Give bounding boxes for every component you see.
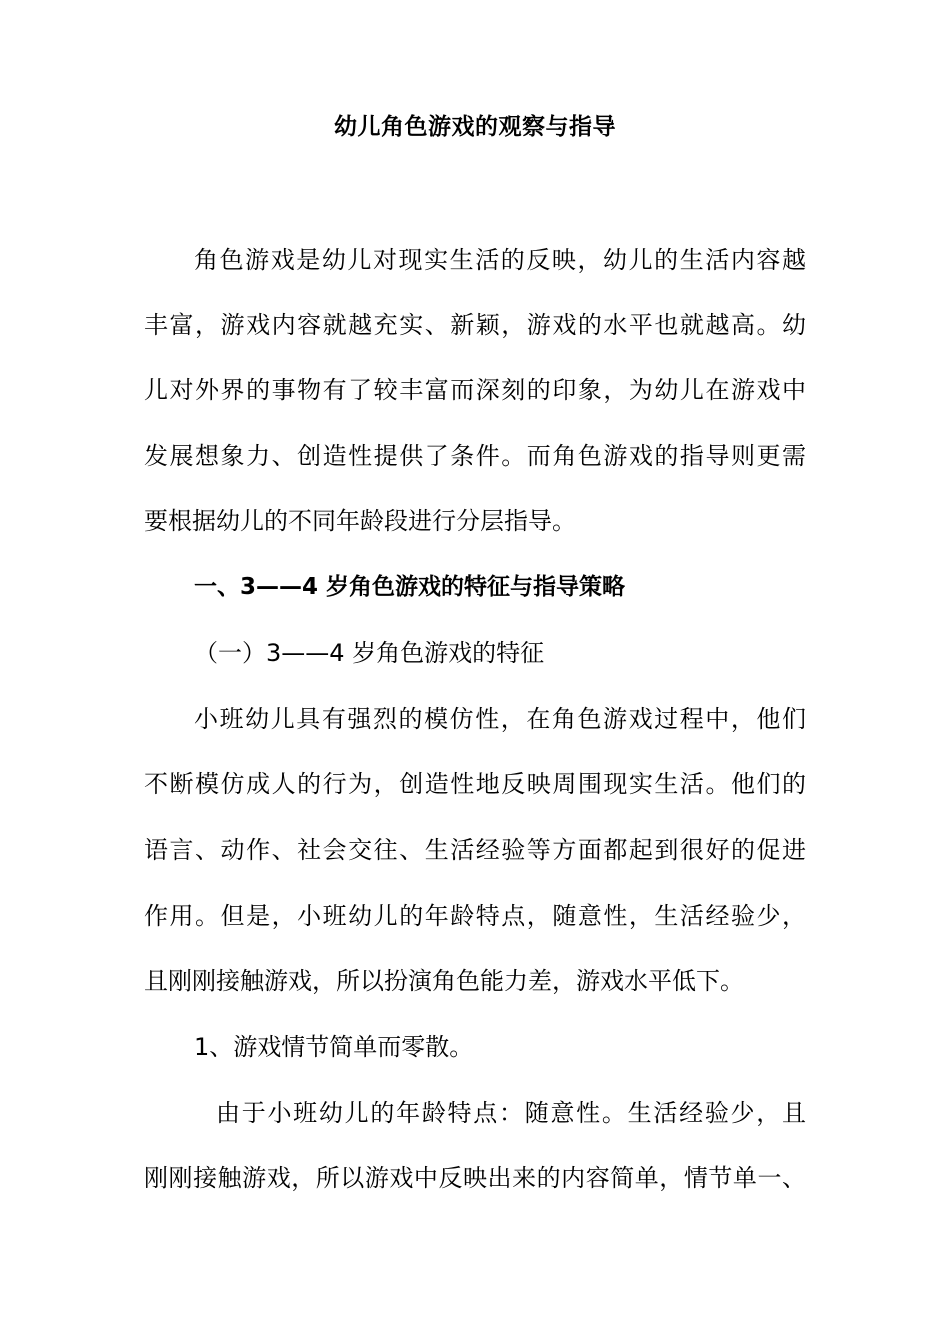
- paragraph-line: 小班幼儿具有强烈的模仿性，在角色游戏过程中，他们: [194, 705, 806, 733]
- paragraph-line: 丰富，游戏内容就越充实、新颖，游戏的水平也就越高。幼: [144, 311, 806, 339]
- paragraph-line: 不断模仿成人的行为，创造性地反映周围现实生活。他们的: [144, 770, 806, 798]
- paragraph-line: 且刚刚接触游戏，所以扮演角色能力差，游戏水平低下。: [144, 967, 744, 995]
- section-heading: 一、3——4 岁角色游戏的特征与指导策略: [194, 574, 626, 600]
- paragraph-line: 要根据幼儿的不同年龄段进行分层指导。: [144, 507, 576, 535]
- paragraph-line: 由于小班幼儿的年龄特点：随意性。生活经验少，且: [216, 1099, 806, 1127]
- paragraph-line: 角色游戏是幼儿对现实生活的反映，幼儿的生活内容越: [194, 246, 806, 274]
- subsection-heading: （一）3——4 岁角色游戏的特征: [194, 639, 545, 667]
- paragraph-line: 儿对外界的事物有了较丰富而深刻的印象，为幼儿在游戏中: [144, 376, 806, 404]
- document-title: 幼儿角色游戏的观察与指导: [334, 114, 616, 140]
- paragraph-line: 语言、动作、社会交往、生活经验等方面都起到很好的促进: [144, 836, 806, 864]
- paragraph-line: 作用。但是，小班幼儿的年龄特点，随意性，生活经验少，: [144, 902, 806, 930]
- paragraph-line: 刚刚接触游戏，所以游戏中反映出来的内容简单，情节单一、: [144, 1164, 806, 1192]
- list-item-heading: 1、游戏情节简单而零散。: [194, 1033, 474, 1061]
- paragraph-line: 发展想象力、创造性提供了条件。而角色游戏的指导则更需: [144, 442, 806, 470]
